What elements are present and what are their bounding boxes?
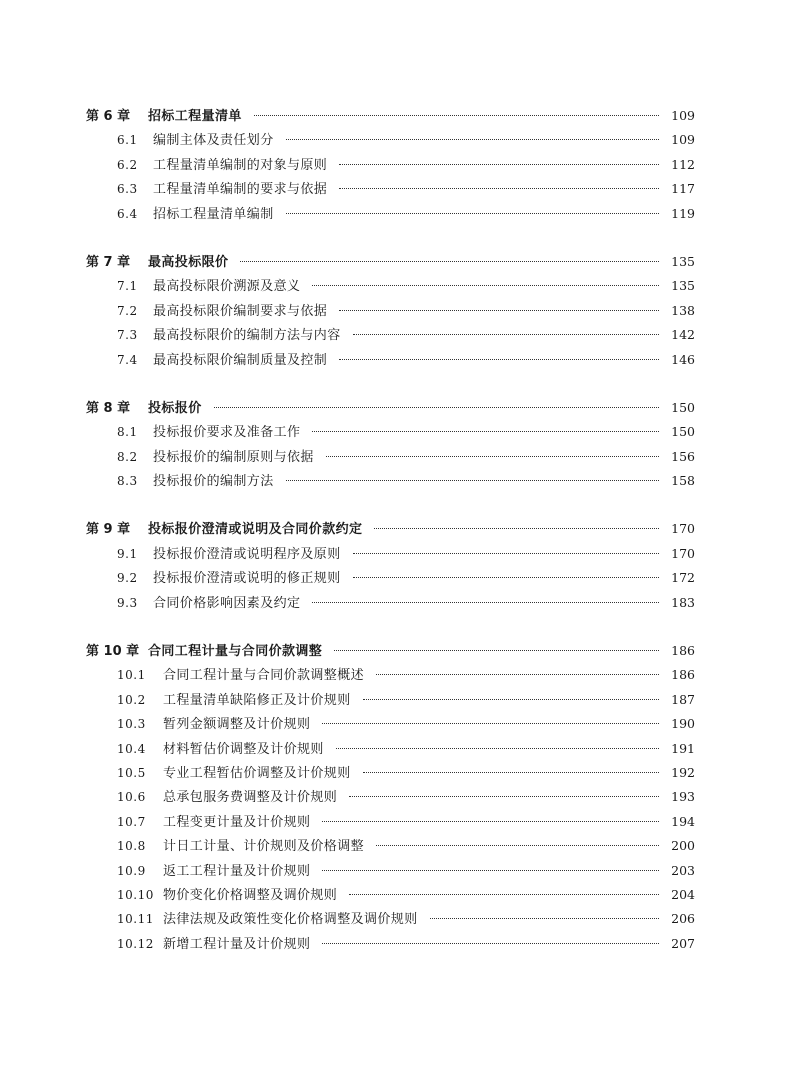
page-number: 109 [671, 132, 695, 148]
section-number: 8.1 [117, 425, 138, 440]
chapter-entry[interactable] [0, 104, 800, 128]
section-title: 工程量清单编制的对象与原则 [153, 157, 328, 173]
section-title: 最高投标限价编制质量及控制 [153, 352, 328, 368]
chapter-block [0, 639, 800, 956]
section-entry[interactable] [0, 785, 800, 809]
section-title: 专业工程暂估价调整及计价规则 [163, 765, 351, 781]
chapter-block [0, 250, 800, 372]
dot-leader [363, 771, 659, 773]
dot-leader [374, 527, 659, 529]
section-entry[interactable] [0, 932, 800, 956]
section-number: 6.2 [117, 157, 138, 172]
chapter-title: 合同工程计量与合同价款调整 [148, 644, 323, 660]
section-number: 7.4 [117, 352, 138, 367]
section-number: 6.1 [117, 133, 138, 148]
page-number: 194 [671, 813, 695, 829]
chapter-title: 投标报价 [148, 400, 202, 416]
section-title: 工程量清单编制的要求与依据 [153, 182, 328, 198]
dot-leader [286, 212, 659, 214]
section-entry[interactable] [0, 177, 800, 201]
dot-leader [349, 795, 659, 797]
section-number: 10.8 [117, 839, 146, 854]
section-number: 9.3 [117, 595, 138, 610]
section-title: 投标报价澄清或说明程序及原则 [153, 546, 341, 562]
dot-leader [336, 747, 659, 749]
section-entry[interactable] [0, 761, 800, 785]
section-entry[interactable] [0, 153, 800, 177]
section-entry[interactable] [0, 712, 800, 736]
section-entry[interactable] [0, 202, 800, 226]
section-entry[interactable] [0, 883, 800, 907]
section-title: 合同价格影响因素及约定 [153, 595, 301, 611]
section-title: 材料暂估价调整及计价规则 [163, 741, 324, 757]
section-entry[interactable] [0, 688, 800, 712]
section-entry[interactable] [0, 542, 800, 566]
dot-leader [339, 187, 659, 189]
page-number: 138 [671, 302, 695, 318]
section-title: 最高投标限价的编制方法与内容 [153, 328, 341, 344]
chapter-entry[interactable] [0, 396, 800, 420]
chapter-block [0, 517, 800, 615]
section-title: 总承包服务费调整及计价规则 [163, 790, 338, 806]
chapter-label: 第 6 章 [86, 109, 131, 124]
chapter-block [0, 396, 800, 494]
page-number: 193 [671, 789, 695, 805]
section-title: 返工工程计量及计价规则 [163, 863, 311, 879]
section-number: 10.5 [117, 765, 146, 780]
dot-leader [339, 309, 659, 311]
section-number: 10.1 [117, 668, 146, 683]
chapter-label: 第 10 章 [86, 644, 140, 660]
dot-leader [322, 942, 659, 944]
section-entry[interactable] [0, 591, 800, 615]
section-number: 6.3 [117, 182, 138, 197]
section-entry[interactable] [0, 445, 800, 469]
dot-leader [286, 138, 659, 140]
dot-leader [353, 552, 659, 554]
section-number: 7.2 [117, 303, 138, 318]
page-number: 142 [671, 327, 695, 343]
dot-leader [363, 698, 659, 700]
page-number: 191 [671, 740, 695, 756]
section-number: 7.1 [117, 279, 138, 294]
section-number: 10.10 [117, 887, 154, 902]
page-number: 206 [671, 911, 695, 927]
page-number: 200 [671, 838, 695, 854]
section-entry[interactable] [0, 469, 800, 493]
dot-leader [376, 673, 659, 675]
page-number: 146 [671, 351, 695, 367]
page-number: 135 [671, 253, 695, 269]
page-number: 192 [671, 764, 695, 780]
page-number: 187 [671, 691, 695, 707]
dot-leader [240, 260, 659, 262]
section-entry[interactable] [0, 810, 800, 834]
chapter-title: 招标工程量清单 [148, 109, 242, 124]
page-number: 117 [671, 181, 695, 197]
dot-leader [322, 820, 659, 822]
chapter-entry[interactable] [0, 639, 800, 663]
chapter-block [0, 104, 800, 226]
section-title: 编制主体及责任划分 [153, 133, 274, 149]
page-number: 183 [671, 594, 695, 610]
section-number: 10.12 [117, 936, 154, 951]
section-number: 10.3 [117, 717, 146, 732]
dot-leader [339, 163, 659, 165]
chapter-label: 第 7 章 [86, 254, 131, 270]
page-number: 109 [671, 108, 695, 123]
section-title: 合同工程计量与合同价款调整概述 [163, 668, 365, 684]
section-title: 法律法规及政策性变化价格调整及调价规则 [163, 912, 418, 928]
section-number: 10.6 [117, 790, 146, 805]
section-number: 10.2 [117, 692, 146, 707]
section-entry[interactable] [0, 420, 800, 444]
section-title: 最高投标限价溯源及意义 [153, 279, 301, 295]
page-number: 158 [671, 473, 695, 489]
dot-leader [254, 114, 659, 116]
dot-leader [326, 455, 659, 457]
section-number: 8.2 [117, 449, 138, 464]
page-number: 203 [671, 862, 695, 878]
section-entry[interactable] [0, 737, 800, 761]
section-title: 新增工程计量及计价规则 [163, 936, 311, 952]
chapter-entry[interactable] [0, 517, 800, 541]
dot-leader [353, 576, 659, 578]
table-of-contents [0, 104, 800, 980]
page-number: 170 [671, 545, 695, 561]
section-number: 9.1 [117, 546, 138, 561]
page-number: 150 [671, 424, 695, 440]
page-number: 186 [671, 643, 695, 659]
chapter-title: 投标报价澄清或说明及合同价款约定 [148, 522, 363, 538]
dot-leader [376, 844, 659, 846]
section-number: 9.2 [117, 571, 138, 586]
page-number: 204 [671, 886, 695, 902]
dot-leader [312, 430, 659, 432]
section-title: 投标报价要求及准备工作 [153, 425, 301, 441]
chapter-label: 第 8 章 [86, 400, 131, 416]
dot-leader [430, 917, 659, 919]
dot-leader [312, 601, 659, 603]
section-entry[interactable] [0, 834, 800, 858]
section-entry[interactable] [0, 566, 800, 590]
dot-leader [286, 479, 659, 481]
dot-leader [339, 358, 659, 360]
dot-leader [353, 333, 659, 335]
page-number: 135 [671, 278, 695, 294]
section-entry[interactable] [0, 663, 800, 687]
page-number: 156 [671, 448, 695, 464]
section-number: 7.3 [117, 328, 138, 343]
section-title: 招标工程量清单编制 [153, 206, 274, 222]
section-title: 暂列金额调整及计价规则 [163, 717, 311, 733]
dot-leader [322, 869, 659, 871]
page-number: 119 [671, 205, 695, 221]
section-entry[interactable] [0, 323, 800, 347]
dot-leader [322, 722, 659, 724]
page-number: 112 [671, 156, 695, 172]
section-entry[interactable] [0, 907, 800, 931]
section-title: 工程量清单缺陷修正及计价规则 [163, 692, 351, 708]
page-number: 170 [671, 521, 695, 537]
section-title: 最高投标限价编制要求与依据 [153, 303, 328, 319]
section-number: 10.9 [117, 863, 146, 878]
dot-leader [312, 284, 659, 286]
dot-leader [334, 649, 659, 651]
chapter-entry[interactable] [0, 250, 800, 274]
section-number: 10.7 [117, 814, 146, 829]
section-entry[interactable] [0, 348, 800, 372]
section-title: 投标报价的编制方法 [153, 474, 274, 490]
page-number: 207 [671, 935, 695, 951]
page-number: 186 [671, 667, 695, 683]
chapter-title: 最高投标限价 [148, 254, 229, 270]
section-title: 投标报价的编制原则与依据 [153, 449, 314, 465]
section-title: 投标报价澄清或说明的修正规则 [153, 571, 341, 587]
section-title: 工程变更计量及计价规则 [163, 814, 311, 830]
page-number: 172 [671, 570, 695, 586]
section-number: 6.4 [117, 206, 138, 221]
section-entry[interactable] [0, 128, 800, 152]
dot-leader [214, 406, 659, 408]
section-number: 10.4 [117, 741, 146, 756]
section-entry[interactable] [0, 274, 800, 298]
page-number: 150 [671, 399, 695, 415]
dot-leader [349, 893, 659, 895]
section-entry[interactable] [0, 859, 800, 883]
section-number: 10.11 [117, 912, 154, 927]
page-number: 190 [671, 716, 695, 732]
section-title: 计日工计量、计价规则及价格调整 [163, 839, 365, 855]
section-title: 物价变化价格调整及调价规则 [163, 887, 338, 903]
section-number: 8.3 [117, 474, 138, 489]
section-entry[interactable] [0, 299, 800, 323]
chapter-label: 第 9 章 [86, 522, 131, 538]
